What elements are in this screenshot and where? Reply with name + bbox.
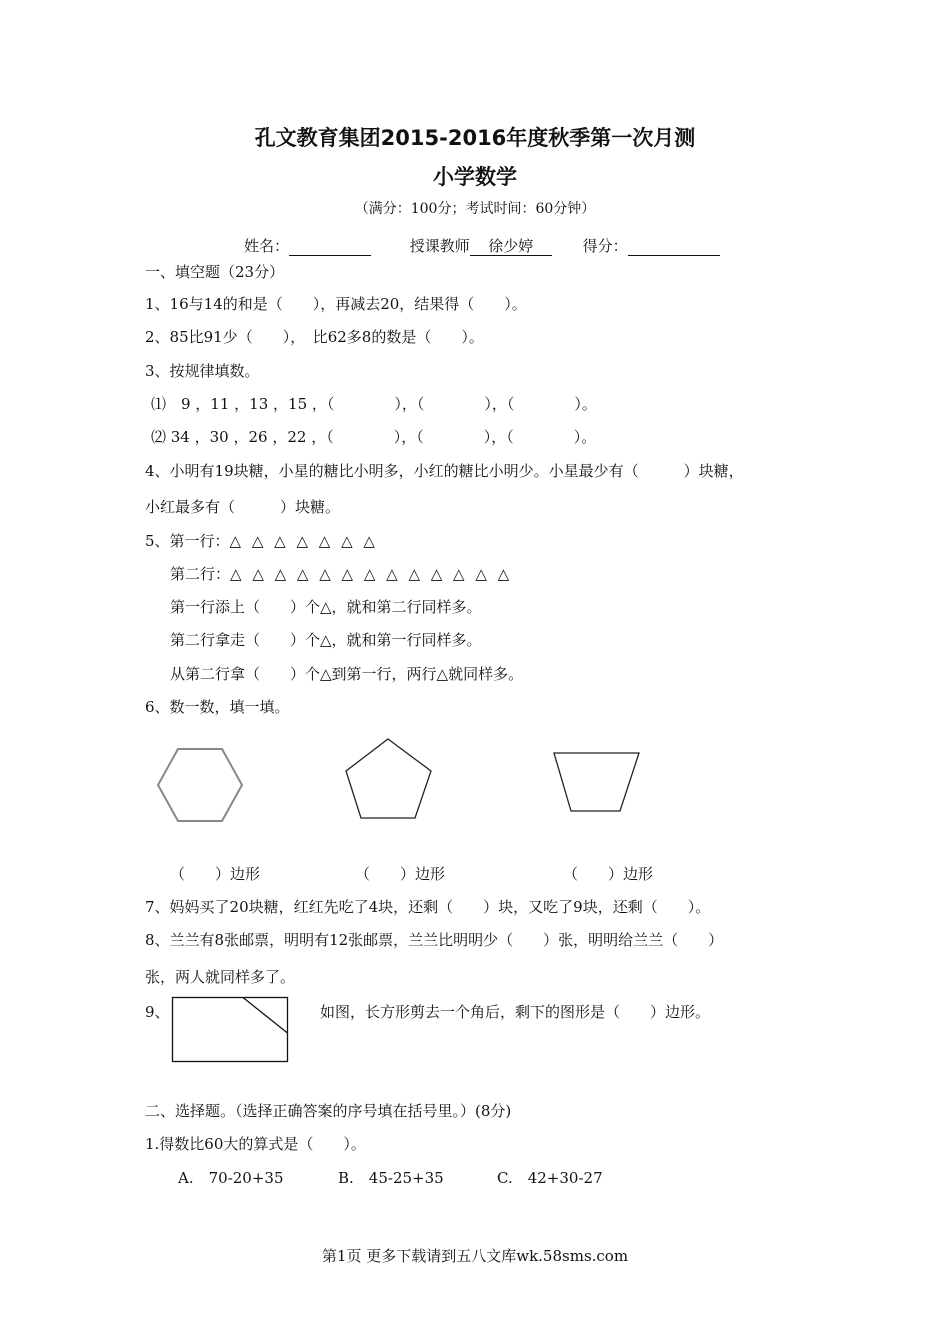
cut-rectangle-figure [171,996,291,1066]
question-1: 1、16与14的和是（ ），再减去20，结果得（ ）。 [145,295,527,313]
hexagon-figure [155,740,255,830]
question-6: 6、数一数，填一填。 [145,698,290,716]
q6-blank-trapezoid: （ ）边形 [563,865,654,883]
q5-row2-label: 第二行： [170,565,231,583]
score-field [628,237,720,256]
name-field [289,237,371,256]
question-8-line2: 张，两人就同样多了。 [145,968,296,986]
question-5-row1 [145,531,378,551]
section1-heading: 一、填空题（23分） [145,263,285,281]
score-label: 得分： [582,237,628,255]
exam-info: （满分：100分；考试时间：60分钟） [354,201,596,217]
exam-title: 孔文教育集团2015-2016年度秋季第一次月测 [254,126,696,150]
question-4-line2: 小红最多有（ ）块糖。 [145,498,341,516]
question-3-2: ⑵ 34 ，30 ，26 ，22 ，（ ），（ ），（ ）。 [151,428,597,446]
question-5-row2 [170,564,512,584]
question-9-text: 如图，长方形剪去一个角后，剩下的图形是（ ）边形。 [320,1003,711,1021]
question-5c: 从第二行拿（ ）个△到第一行，两行△就同样多。 [170,665,524,683]
s2-question-1: 1.得数比60大的算式是（ ）。 [145,1135,366,1153]
exam-subtitle: 小学数学 [433,165,517,189]
question-3: 3、按规律填数。 [145,362,260,380]
teacher-value: 徐少婷 [470,237,552,256]
question-8-line1: 8、兰兰有8张邮票，明明有12张邮票，兰兰比明明少（ ）张，明明给兰兰（ ） [145,931,724,949]
question-3-1: ⑴ 9 ，11 ，13 ，15 ，（ ），（ ），（ ）。 [151,395,597,413]
q6-blank-pentagon: （ ）边形 [355,865,446,883]
page-footer: 第1页 更多下载请到五八文库wk.58sms.com [321,1247,629,1265]
teacher-label: 授课教师 [409,237,470,255]
student-info-row [244,236,720,256]
section2-heading: 二、选择题。（选择正确答案的序号填在括号里。）(8分) [145,1102,512,1120]
question-2: 2、85比91少（ ）， 比62多8的数是（ ）。 [145,328,484,346]
s2-option-c: C. 42+30-27 [497,1169,603,1187]
trapezoid-figure [552,750,652,820]
name-label: 姓名： [244,237,290,255]
q5-row1-label: 5、第一行： [145,532,230,550]
s2-option-a: A. 70-20+35 [178,1169,284,1187]
question-7: 7、妈妈买了20块糖，红红先吃了4块，还剩（ ）块，又吃了9块，还剩（ ）。 [145,898,711,916]
q5-row1-triangles: △ △ △ △ △ △ △ [229,532,378,550]
q6-blank-hexagon: （ ）边形 [170,865,261,883]
s2-option-b: B. 45-25+35 [338,1169,444,1187]
question-9-label: 9、 [145,1003,170,1021]
question-5a: 第一行添上（ ）个△，就和第二行同样多。 [170,598,482,616]
q5-row2-triangles: △ △ △ △ △ △ △ △ △ △ △ △ △ [230,565,513,583]
question-4-line1: 4、小明有19块糖，小星的糖比小明多，小红的糖比小明少。小星最少有（ ）块糖， [145,462,744,480]
question-5b: 第二行拿走（ ）个△，就和第一行同样多。 [170,631,482,649]
pentagon-figure [342,735,442,825]
